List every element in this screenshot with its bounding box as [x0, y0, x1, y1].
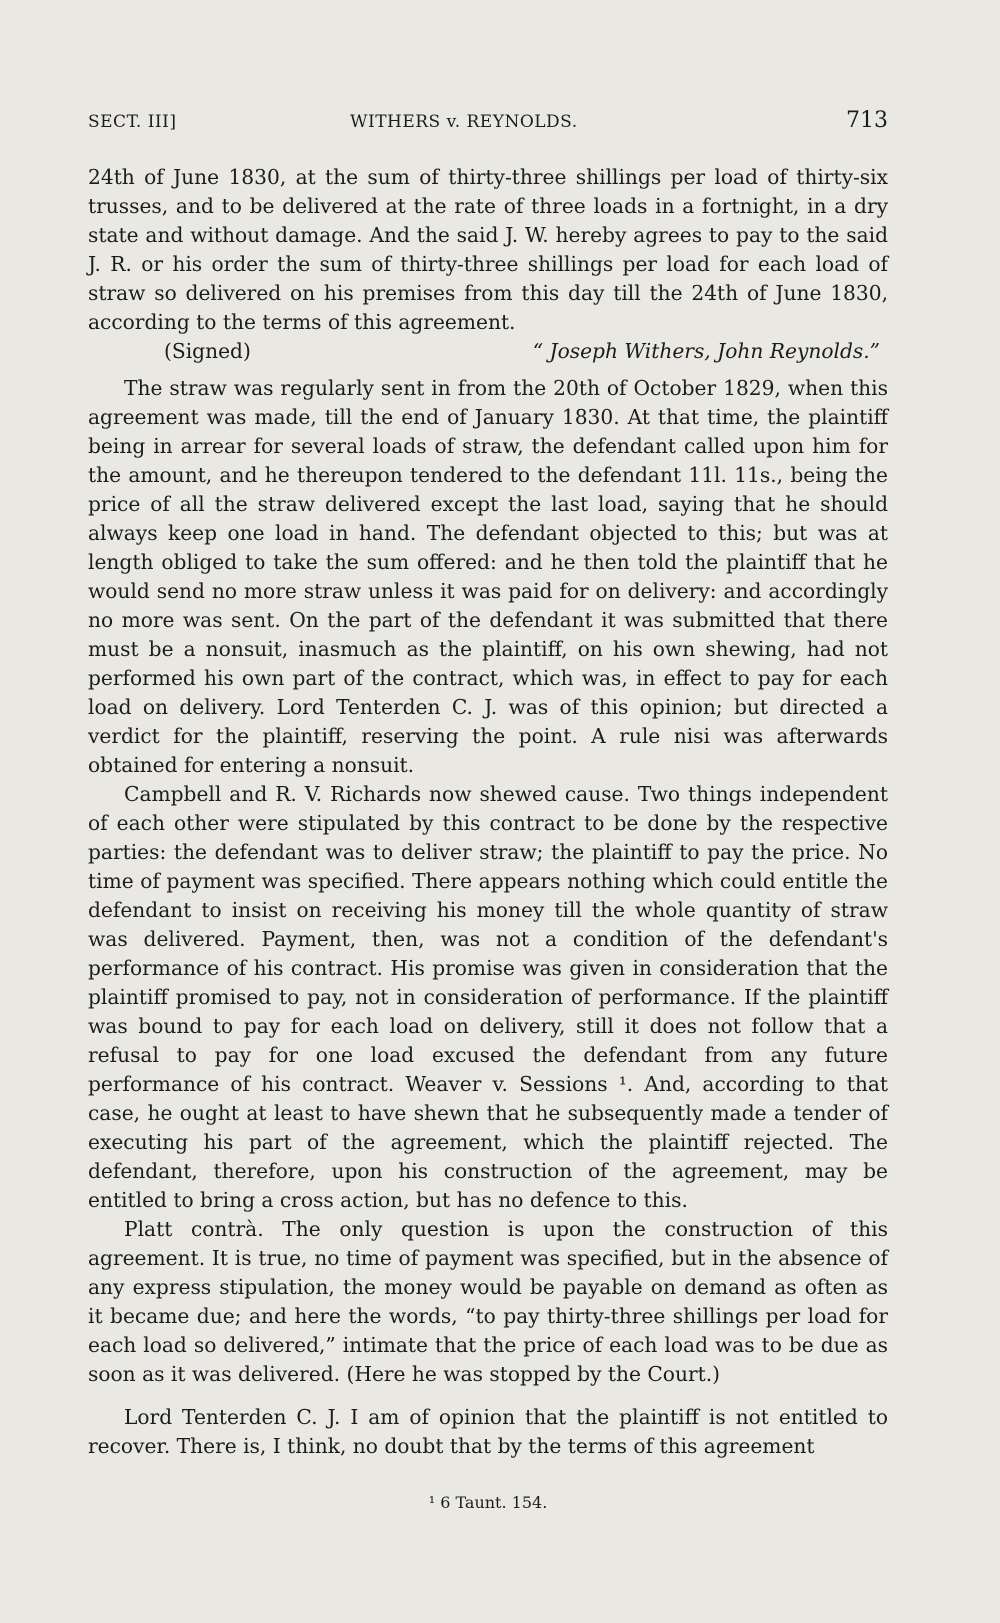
agreement-continuation: 24th of June 1830, at the sum of thirty-three shillings per load of thirty-six trusses, and to be delivered at the rate of three loads in a fortnight, in a dry state and without damage. And the said J. W. hereby agrees to pay to the said J. R. or his order the sum of thirty-three shillings per load for each load of straw so delivered on his premises from this day till the 24th of June 1830, according to the terms of this agreement. — [88, 165, 888, 334]
footnote: ¹ 6 Taunt. 154. — [428, 1493, 548, 1512]
section-label: SECT. III] — [88, 112, 177, 132]
facts-paragraph: The straw was regularly sent in from the 20th of October 1829, when this agreement was made, till the end of January 1830. At that time, the plaintiff being in arrear for several loads of straw, the defendant called upon him for the amount, and he thereupon tendered to the defendant 11l. 11s., being the price of all the straw delivered except the last load, saying that he should always keep one load in hand. The defendant objected to this; but was at length obliged to take the sum offered: and he then told the plaintiff that he would send no more straw unless it was paid for on delivery: and accordingly no more was sent. On the part of the defendant it was submitted that there must be a nonsuit, inasmuch as the plaintiff, on his own shewing, had not performed his own part of the contract, which was, in effect to pay for each load on delivery. Lord Tenterden C. J. was of this opinion; but directed a verdict for the plaintiff, reserving the point. A rule nisi was afterwards obtained for entering a nonsuit. — [88, 376, 888, 777]
body-text — [88, 163, 888, 1461]
judgment-paragraph: Lord Tenterden C. J. I am of opinion that the plaintiff is not entitled to recover. There is, I think, no doubt that by the terms of this agreement — [88, 1405, 888, 1458]
argument-for-defendant: Platt contrà. The only question is upon the construction of this agreement. It is true, no time of payment was specified, but in the absence of any express stipulation, the money would be payable on demand as often as it became due; and here the words, “to pay thirty-three shillings per load for each load so delivered,” intimate that the price of each load was to be due as soon as it was delivered. (Here he was stopped by the Court.) — [88, 1217, 888, 1386]
case-title: WITHERS v. REYNOLDS. — [350, 112, 578, 132]
signature-line — [88, 337, 888, 370]
signed-label: (Signed) — [164, 339, 251, 363]
signatory-names: “ Joseph Withers, John Reynolds.” — [532, 339, 880, 363]
running-header — [88, 108, 888, 142]
page-number: 713 — [846, 108, 888, 133]
argument-for-plaintiff: Campbell and R. V. Richards now shewed cause. Two things independent of each other were stipulated by this contract to be done by the respective parties: the defendant was to deliver straw; the plaintiff to pay the price. No time of payment was specified. There appears nothing which could entitle the defendant to insist on receiving his money till the whole quantity of straw was delivered. Payment, then, was not a condition of the defendant's performance of his contract. His promise was given in consideration that the plaintiff promised to pay, not in consideration of performance. If the plaintiff was bound to pay for each load on delivery, still it does not follow that a refusal to pay for one load excused the defendant from any future performance of his contract. Weaver v. Sessions ¹. And, according to that case, he ought at least to have shewn that he subsequently made a tender of executing his part of the agreement, which the plaintiff rejected. The defendant, therefore, upon his construction of the agreement, may be entitled to bring a cross action, but has no defence to this. — [88, 782, 888, 1212]
